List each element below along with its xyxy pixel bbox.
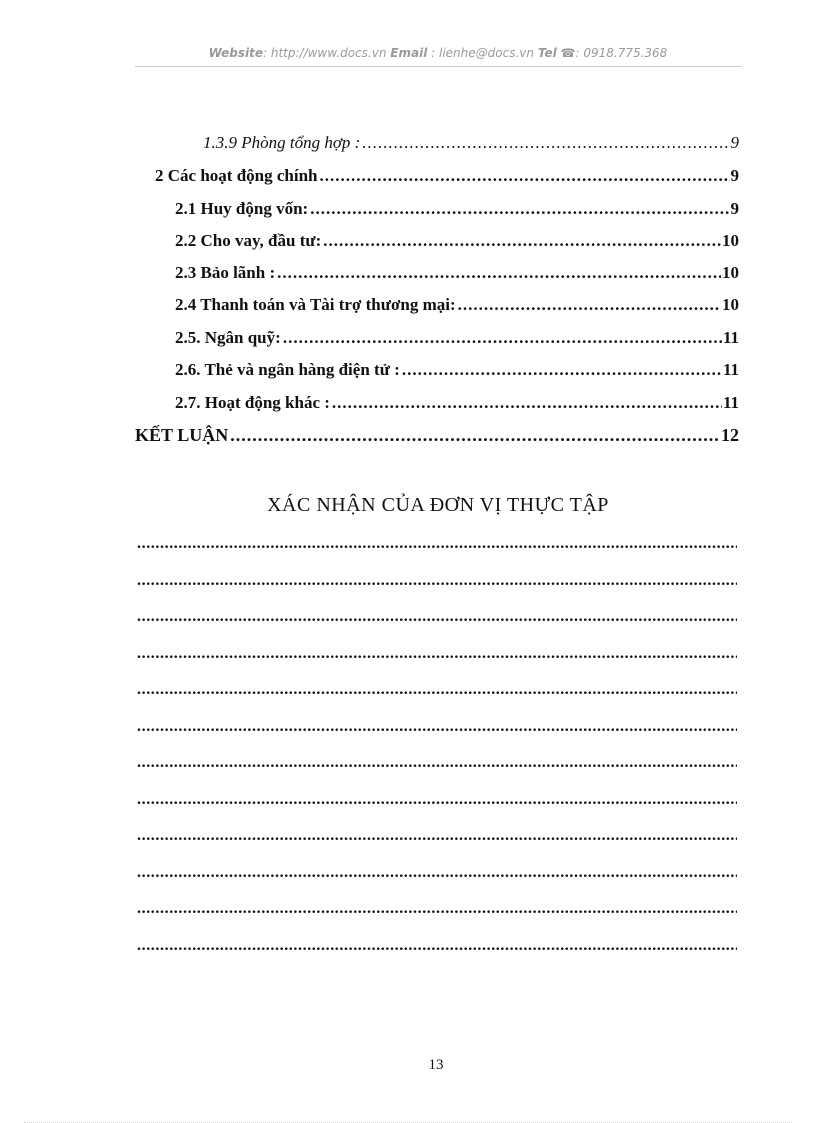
- toc-entry-label: 2.7. Hoạt động khác :: [175, 393, 330, 412]
- toc-entry-page: 10: [722, 263, 739, 282]
- confirmation-fill-line: [137, 572, 737, 592]
- tel-value: : 0918.775.368: [575, 46, 668, 60]
- toc-entry-page: 11: [722, 360, 739, 379]
- toc-leader-dots: [362, 131, 729, 155]
- header-divider: [135, 66, 741, 67]
- website-label: Website: [208, 46, 263, 60]
- toc-entry-label: KẾT LUẬN: [135, 425, 229, 445]
- toc-entry-page: 9: [730, 166, 739, 185]
- confirmation-fill-line: [137, 827, 737, 847]
- confirmation-fill-line: [137, 791, 737, 811]
- toc-entry-page: 12: [721, 425, 739, 445]
- toc-entry-label: 2.6. Thẻ và ngân hàng điện tử :: [175, 360, 400, 379]
- toc-entry-2-5[interactable]: [175, 326, 739, 350]
- toc-entry-2-6[interactable]: [175, 358, 739, 382]
- toc-leader-dots: [332, 391, 722, 415]
- confirmation-fill-line: [137, 535, 737, 555]
- toc-entry-ket-luan[interactable]: [135, 423, 739, 447]
- toc-leader-dots: [277, 261, 721, 285]
- page-header: [135, 46, 741, 66]
- toc-leader-dots: [319, 164, 729, 188]
- confirmation-fill-line: [137, 681, 737, 701]
- toc-entry-label: 2.1 Huy động vốn:: [175, 199, 309, 218]
- toc-entry-label: 2.3 Bảo lãnh :: [175, 263, 276, 282]
- toc-entry-label: 2.4 Thanh toán và Tài trợ thương mại:: [175, 295, 456, 314]
- toc-entry-2-7[interactable]: [175, 391, 739, 415]
- toc-leader-dots: [310, 197, 729, 221]
- confirmation-fill-line: [137, 900, 737, 920]
- confirmation-fill-line: [137, 608, 737, 628]
- confirmation-fill-line: [137, 937, 737, 957]
- toc-entry-page: 11: [722, 393, 739, 412]
- toc-entry-label: 2.2 Cho vay, đầu tư:: [175, 231, 322, 250]
- toc-entry-page: 9: [730, 199, 739, 218]
- confirmation-fill-line: [137, 864, 737, 884]
- toc-entry-page: 10: [722, 295, 739, 314]
- toc-entry-2[interactable]: [155, 164, 739, 188]
- toc-leader-dots: [323, 229, 721, 253]
- tel-label: Tel: [537, 46, 557, 60]
- confirmation-fill-line: [137, 718, 737, 738]
- toc-leader-dots: [458, 293, 721, 317]
- toc-entry-label: 1.3.9 Phòng tổng hợp :: [203, 133, 361, 152]
- toc-entry-1-3-9[interactable]: [203, 131, 739, 155]
- confirmation-fill-line: [137, 645, 737, 665]
- page-number: 13: [428, 1057, 444, 1073]
- toc-entry-label: 2 Các hoạt động chính: [155, 166, 318, 185]
- toc-entry-2-4[interactable]: [175, 293, 739, 317]
- toc-entry-2-3[interactable]: [175, 261, 739, 285]
- phone-icon: ☎: [560, 46, 576, 60]
- confirmation-title: XÁC NHẬN CỦA ĐƠN VỊ THỰC TẬP: [267, 494, 609, 516]
- email-label: Email: [390, 46, 428, 60]
- toc-entry-2-1[interactable]: [175, 197, 739, 221]
- toc-entry-page: 9: [730, 133, 739, 152]
- toc-leader-dots: [230, 423, 720, 447]
- toc-leader-dots: [283, 326, 722, 350]
- confirmation-fill-line: [137, 754, 737, 774]
- toc-entry-page: 10: [722, 231, 739, 250]
- toc-entry-label: 2.5. Ngân quỹ:: [175, 328, 281, 347]
- email-value: : lienhe@docs.vn: [431, 46, 534, 60]
- toc-entry-2-2[interactable]: [175, 229, 739, 253]
- website-value: : http://www.docs.vn: [263, 46, 387, 60]
- toc-entry-page: 11: [722, 328, 739, 347]
- toc-leader-dots: [402, 358, 722, 382]
